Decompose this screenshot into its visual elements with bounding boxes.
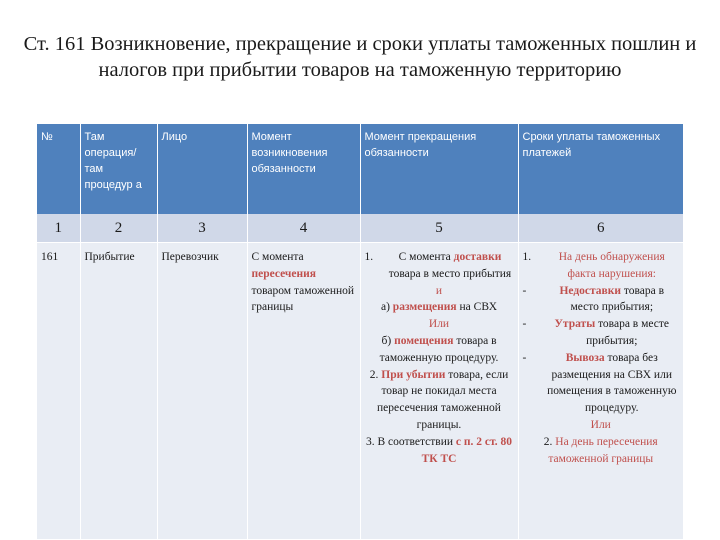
header-number: №: [37, 124, 80, 214]
operation-cell: Прибытие: [80, 243, 157, 540]
termination-point-1: 1. С момента доставки товара в место прибытия: [364, 251, 512, 280]
terms-bullet: - Вывоза товара без размещения на СВХ или помещения в таможенную процедуру.: [522, 351, 677, 415]
terms-bullet: - Утраты товара в месте прибытия;: [522, 318, 670, 347]
termination-or: Или: [428, 318, 450, 331]
person-cell: Перевозчик: [157, 243, 247, 540]
column-number: 4: [247, 214, 360, 243]
terms-point-1: 1. На день обнаружения факта нарушения:: [522, 251, 665, 280]
article-number-cell: 161: [37, 243, 80, 540]
termination-point-3: 3. В соответствии с п. 2 ст. 80 ТК ТС: [365, 435, 513, 465]
column-number: 3: [157, 214, 247, 243]
header-termination: Момент прекращения обязанности: [360, 124, 518, 214]
header-moment-start: Момент возникновения обязанности: [247, 124, 360, 214]
termination-cell: [360, 243, 518, 540]
column-number: 2: [80, 214, 157, 243]
column-number: 5: [360, 214, 518, 243]
termination-a: а) размещения на СВХ: [380, 301, 498, 314]
termination-point-2: 2. При убытии товара, если товар не покидал места пересечения таможенной границы.: [369, 368, 509, 431]
header-person: Лицо: [157, 124, 247, 214]
column-number-row: [37, 214, 683, 243]
termination-b: б) помещения товара в таможенную процедуру.: [379, 334, 499, 364]
terms-point-2: 2. На день пересечения таможенной границы: [543, 435, 658, 465]
highlight-crossing: пересечения: [251, 267, 316, 280]
header-payment-terms: Сроки уплаты таможенных платежей: [518, 124, 683, 214]
customs-table: [37, 124, 683, 539]
column-number: 6: [518, 214, 683, 243]
table-row: [37, 243, 683, 540]
column-number: 1: [37, 214, 80, 243]
slide-title: Ст. 161 Возникновение, прекращение и сроки уплаты таможенных пошлин и налогов при прибытии товаров на таможенную территорию: [23, 33, 697, 81]
termination-and: и: [435, 284, 443, 297]
header-row: [37, 124, 683, 214]
header-operation: Там операция/ там процедур а: [80, 124, 157, 214]
payment-terms-cell: [518, 243, 683, 540]
terms-or: Или: [590, 418, 611, 431]
terms-bullet: - Недоставки товара в место прибытия;: [522, 284, 665, 314]
moment-start-cell: С момента пересечения товаром таможенной границы: [247, 243, 360, 540]
highlight-delivery: доставки: [453, 251, 502, 263]
